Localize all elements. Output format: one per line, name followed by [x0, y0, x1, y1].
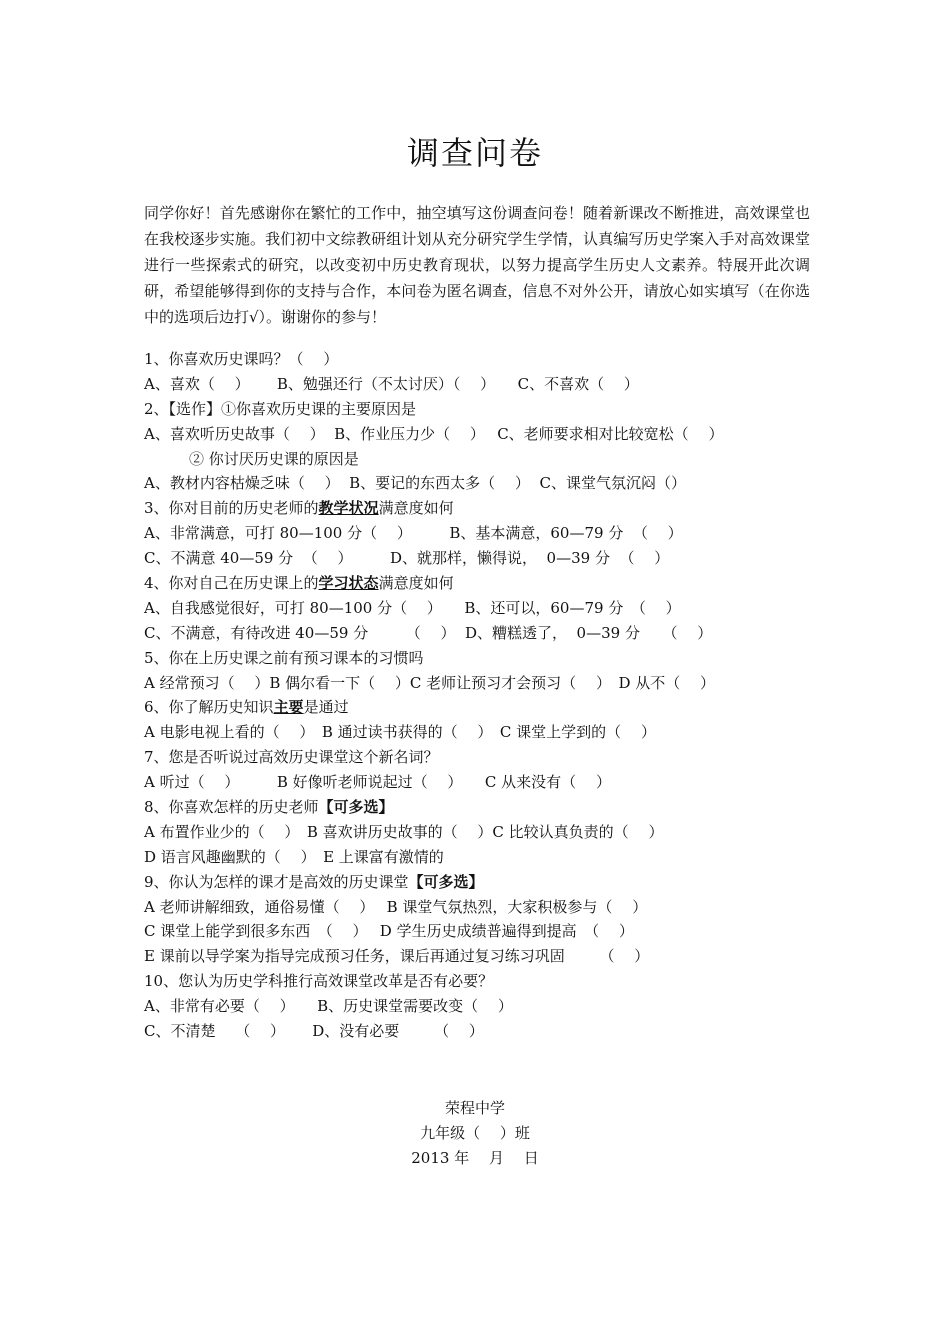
question-4-text-end: 满意度如何	[378, 574, 454, 593]
question-6-text-end: 是通过	[303, 698, 349, 717]
question-2-sub: ② 你讨厌历史课的原因是	[189, 449, 359, 468]
question-2-sub-options: A、教材内容枯燥乏味（ ） B、要记的东西太多（ ） C、课堂气氛沉闷（）	[144, 474, 686, 493]
question-2: 2、【选作】①你喜欢历史课的主要原因是	[144, 399, 417, 418]
question-8-text: 8、你喜欢怎样的历史老师	[144, 798, 319, 817]
school-name: 荣程中学	[444, 1099, 505, 1117]
footer	[0, 1096, 950, 1171]
question-3-emphasis: 教学状况	[318, 499, 379, 518]
question-8	[144, 795, 824, 820]
question-1-options: A、喜欢（ ） B、勉强还行（不太讨厌）（ ） C、不喜欢（ ）	[144, 374, 639, 393]
question-10: 10、您认为历史学科推行高效课堂改革是否有必要？	[144, 972, 494, 991]
question-7-options: A 听过（ ） B 好像听老师说起过（ ） C 从来没有（ ）	[144, 773, 611, 792]
question-7: 7、您是否听说过高效历史课堂这个新名词？	[144, 748, 439, 767]
question-9-text: 9、你认为怎样的课才是高效的历史课堂	[144, 872, 409, 891]
question-8-options-2: D 语言风趣幽默的（ ） E 上课富有激情的	[144, 847, 444, 866]
question-3-text: 3、你对目前的历史老师的	[144, 499, 319, 518]
page-title: 调查问卷	[406, 134, 543, 172]
question-10-options-1: A、非常有必要（ ） B、历史课堂需要改变（ ）	[144, 997, 513, 1016]
question-8-multi-tag: 【可多选】	[318, 798, 394, 817]
question-5: 5、你在上历史课之前有预习课本的习惯吗	[144, 648, 424, 667]
question-3	[144, 496, 824, 521]
question-4	[144, 571, 824, 596]
question-3-text-end: 满意度如何	[378, 499, 454, 518]
question-4-emphasis: 学习状态	[318, 574, 379, 593]
question-4-options-2: C、不满意，有待改进 40—59 分 （ ） D、糟糕透了， 0—39 分 （ ）	[144, 623, 713, 642]
question-9-options-3: E 课前以导学案为指导完成预习任务，课后再通过复习练习巩固 （ ）	[144, 947, 650, 966]
question-4-text: 4、你对自己在历史课上的	[144, 574, 319, 593]
question-1: 1、你喜欢历史课吗？（ ）	[144, 350, 339, 368]
question-5-options: A 经常预习（ ）B 偶尔看一下（ ）C 老师让预习才会预习（ ） D 从不（ ）	[144, 673, 716, 692]
date-line: 2013 年 月 日	[411, 1149, 539, 1167]
question-9-multi-tag: 【可多选】	[408, 872, 484, 891]
question-10-options-2: C、不清楚 （ ） D、没有必要 （ ）	[144, 1022, 484, 1041]
question-6	[144, 695, 824, 720]
question-2-options: A、喜欢听历史故事（ ） B、作业压力少（ ） C、老师要求相对比较宽松（ ）	[144, 424, 724, 443]
question-4-options-1: A、自我感觉很好，可打 80—100 分（ ） B、还可以，60—79 分 （ ）	[144, 598, 681, 617]
question-9-options-2: C 课堂上能学到很多东西 （ ） D 学生历史成绩普遍得到提高 （ ）	[144, 922, 634, 941]
question-list	[144, 347, 824, 1044]
question-3-options-1: A、非常满意，可打 80—100 分（ ） B、基本满意，60—79 分 （ ）	[144, 524, 683, 543]
question-9	[144, 870, 824, 895]
grade-class: 九年级（ ）班	[420, 1124, 530, 1142]
question-6-emphasis: 主要	[273, 698, 304, 717]
question-8-options-1: A 布置作业少的（ ） B 喜欢讲历史故事的（ ）C 比较认真负责的（ ）	[144, 822, 664, 841]
question-6-text: 6、你了解历史知识	[144, 698, 274, 717]
question-9-options-1: A 老师讲解细致，通俗易懂（ ） B 课堂气氛热烈，大家积极参与（ ）	[144, 897, 648, 916]
intro-paragraph: 同学你好！首先感谢你在繁忙的工作中，抽空填写这份调查问卷！随着新课改不断推进，高效课堂也在我校逐步实施。我们初中文综教研组计划从充分研究学生学情，认真编写历史学案入手对高效课堂进行一些探索式的研究，以改变初中历史教育现状，以努力提高学生历史人文素养。特展开此次调研，希望能够得到你的支持与合作，本问卷为匿名调查，信息不对外公开，请放心如实填写（在你选中的选项后边打√）。谢谢你的参与！	[144, 204, 810, 326]
question-6-options: A 电影电视上看的（ ） B 通过读书获得的（ ） C 课堂上学到的（ ）	[144, 723, 656, 742]
question-3-options-2: C、不满意 40—59 分 （ ） D、就那样，懒得说， 0—39 分 （ ）	[144, 549, 670, 568]
